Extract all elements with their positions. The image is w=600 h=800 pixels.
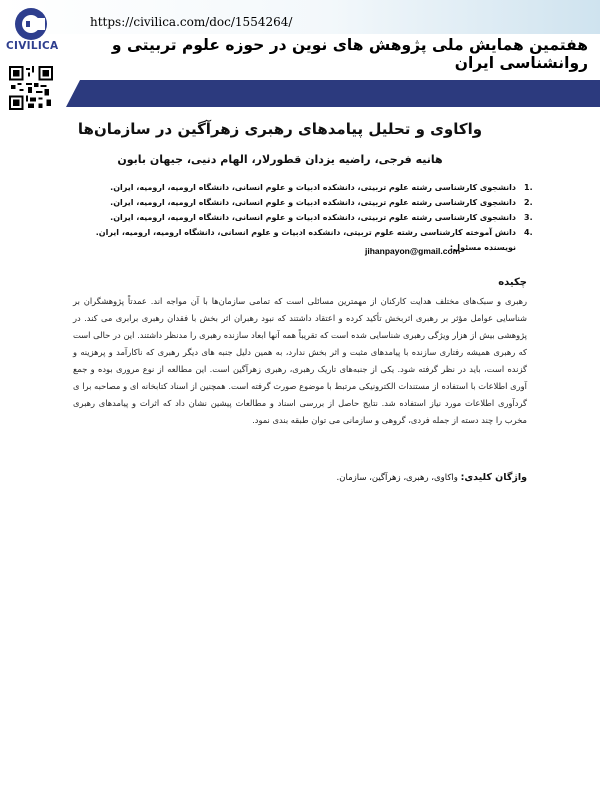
keywords-label: واژگان کلیدی:: [460, 472, 527, 483]
abstract-heading: چکیده: [498, 277, 527, 288]
affiliations-list: [86, 180, 533, 255]
authors-line: هانیه فرجی، راضیه یزدان قطورلار، الهام دنیی، جیهان بابون: [117, 153, 443, 166]
conference-title: هفتمین همایش ملی پژوهش های نوین در حوزه علوم تربیتی و روانشناسی ایران: [111, 36, 588, 72]
affiliation-text: دانش آموخته کارشناسی رشته علوم تربیتی، دانشکده ادبیات و علوم انسانی، دانشگاه ارومیه، ارومیه، ایران. نویسنده مسئول:: [95, 228, 516, 252]
affiliation-number: .2: [524, 198, 533, 207]
affiliation-text: دانشجوی کارشناسی رشته علوم تربیتی، دانشکده ادبیات و علوم انسانی، دانشگاه ارومیه، ارومیه، ایران.: [110, 198, 516, 207]
abstract-body: رهبری و سبک‌های مختلف هدایت کارکنان از مهمترین مسائلی است که تمامی سازمان‌ها با آن مواجه اند. عمدتاً پژوهشگران بر شناسایی عوامل مؤثر بر رهبری اثربخش تأکید کرده و اعتقاد داشتند که نبود رهبران اثر بخش با فقدان رهبری برابری می کند. در پژوهشی بیش از هزار ویژگی رهبری شناسایی شده است که تقریباً همه آنها ابعاد سازنده رهبری را مدنظر داشتند. این در حالی است که رهبری همیشه رفتاری سازنده با پیامدهای مثبت و اثر بخش ندارد، به همین دلیل جنبه های دیگر رهبری که ناکارآمد و پرهزینه و گزنده است، باید در نظر گرفته شود. یکی از جنبه‌های تاریک رهبری، رهبری زهرآگین است. این مطالعه از نوع مروری بوده و جمع آوری اطلاعات با استفاده از مستندات الکترونیکی مرتبط با موضوع صورت گرفته است. همچنین از اسناد کتابخانه ای و مصاحبه برا ی گردآوری اطلاعات مورد نیاز استفاده شد. نتایج حاصل از بررسی اسناد و مطالعات پیشین نشان داد که اثرات و پیامدهای رهبری مخرب را چند دسته از جمله فردی، گروهی و سازمانی می توان طبقه بندی نمود.: [73, 296, 527, 425]
affiliation-item: [86, 210, 533, 225]
document-url[interactable]: https://civilica.com/doc/1554264/: [90, 15, 293, 29]
affiliation-number: .3: [524, 213, 533, 222]
keywords-line: [73, 472, 527, 483]
affiliation-text: دانشجوی کارشناسی رشته علوم تربیتی، دانشکده ادبیات و علوم انسانی، دانشگاه ارومیه، ارومیه، ایران.: [110, 213, 516, 222]
civilica-logo-icon: [4, 4, 64, 64]
logo-text: CIVILICA: [6, 40, 59, 52]
affiliation-item: [86, 195, 533, 210]
header-navbar: [80, 80, 600, 107]
affiliation-number: .1: [524, 183, 533, 192]
affiliation-number: .4: [524, 228, 533, 237]
author-email[interactable]: jihanpayon@gmail.com: [365, 246, 461, 256]
affiliation-item: [86, 180, 533, 195]
affiliation-text: دانشجوی کارشناسی رشته علوم تربیتی، دانشکده ادبیات و علوم انسانی، دانشگاه ارومیه، ارومیه، ایران.: [110, 183, 516, 192]
qr-code-icon: [9, 66, 53, 110]
paper-title: واکاوی و تحلیل پیامدهای رهبری زهرآگین در سازمان‌ها: [77, 120, 483, 138]
keywords-text: واکاوی، رهبری، زهرآگین، سازمان.: [336, 473, 458, 483]
